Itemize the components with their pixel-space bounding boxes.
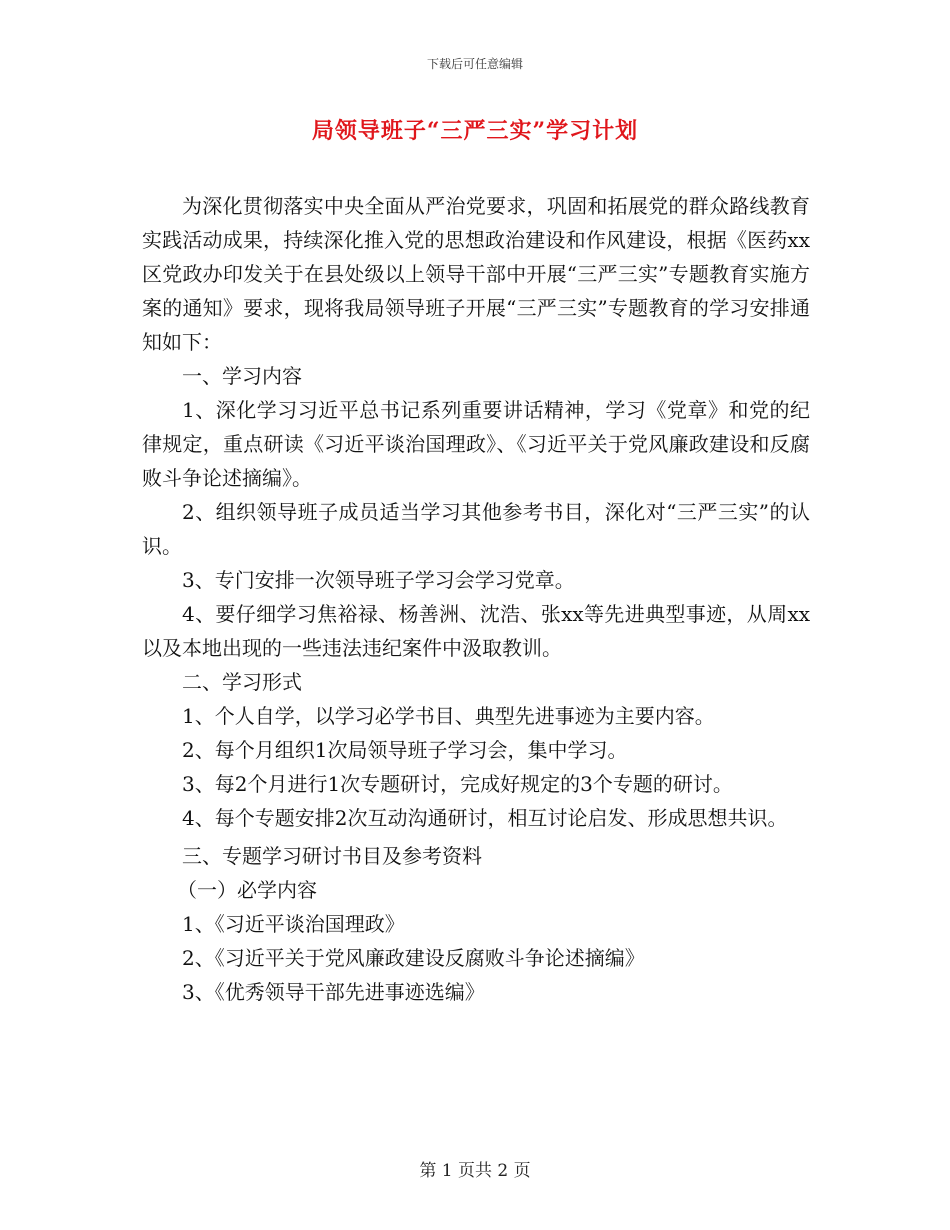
section-1-heading: 一、学习内容 xyxy=(182,364,302,388)
page-footer: 第 1 页共 2 页 xyxy=(419,1161,531,1181)
section-3-subheading: （一）必学内容 xyxy=(177,878,317,902)
document-body xyxy=(142,189,810,1009)
section-3-item-1: 1、《习近平谈治国理政》 xyxy=(182,912,405,936)
header-note: 下载后可任意编辑 xyxy=(426,57,523,71)
section-3-item-3: 3、《优秀领导干部先进事迹选编》 xyxy=(182,980,485,1004)
section-2-item-1: 1、个人自学，以学习必学书目、典型先进事迹为主要内容。 xyxy=(182,704,715,728)
section-2-item-4: 4、每个专题安排2次互动沟通研讨，相互讨论启发、形成思想共识。 xyxy=(182,806,788,830)
section-1-item-4: 4、要仔细学习焦裕禄、杨善洲、沈浩、张xx等先进典型事迹，从周xx以及本地出现的一些违法违纪案件中汲取教训。 xyxy=(142,602,810,660)
section-1-item-2: 2、组织领导班子成员适当学习其他参考书目，深化对“三严三实”的认识。 xyxy=(142,500,810,558)
section-1-item-3: 3、专门安排一次领导班子学习会学习党章。 xyxy=(182,568,575,592)
section-1-item-1: 1、深化学习习近平总书记系列重要讲话精神，学习《党章》和党的纪律规定，重点研读《习近平谈治国理政》、《习近平关于党风廉政建设和反腐败斗争论述摘编》。 xyxy=(142,398,810,490)
section-2-item-3: 3、每2个月进行1次专题研讨，完成好规定的3个专题的研讨。 xyxy=(182,772,733,796)
document-title: 局领导班子“三严三实”学习计划 xyxy=(311,118,639,144)
section-3-heading: 三、专题学习研讨书目及参考资料 xyxy=(182,844,482,868)
section-2-item-2: 2、每个月组织1次局领导班子学习会，集中学习。 xyxy=(182,738,628,762)
section-3-item-2: 2、《习近平关于党风廉政建设反腐败斗争论述摘编》 xyxy=(182,946,645,970)
intro-paragraph: 为深化贯彻落实中央全面从严治党要求，巩固和拓展党的群众路线教育实践活动成果，持续深化推入党的思想政治建设和作风建设，根据《医药xx区党政办印发关于在县处级以上领导干部中开展“三严三实”专题教育实施方案的通知》要求，现将我局领导班子开展“三严三实”专题教育的学习安排通知如下： xyxy=(142,194,810,354)
section-2-heading: 二、学习形式 xyxy=(182,670,302,694)
